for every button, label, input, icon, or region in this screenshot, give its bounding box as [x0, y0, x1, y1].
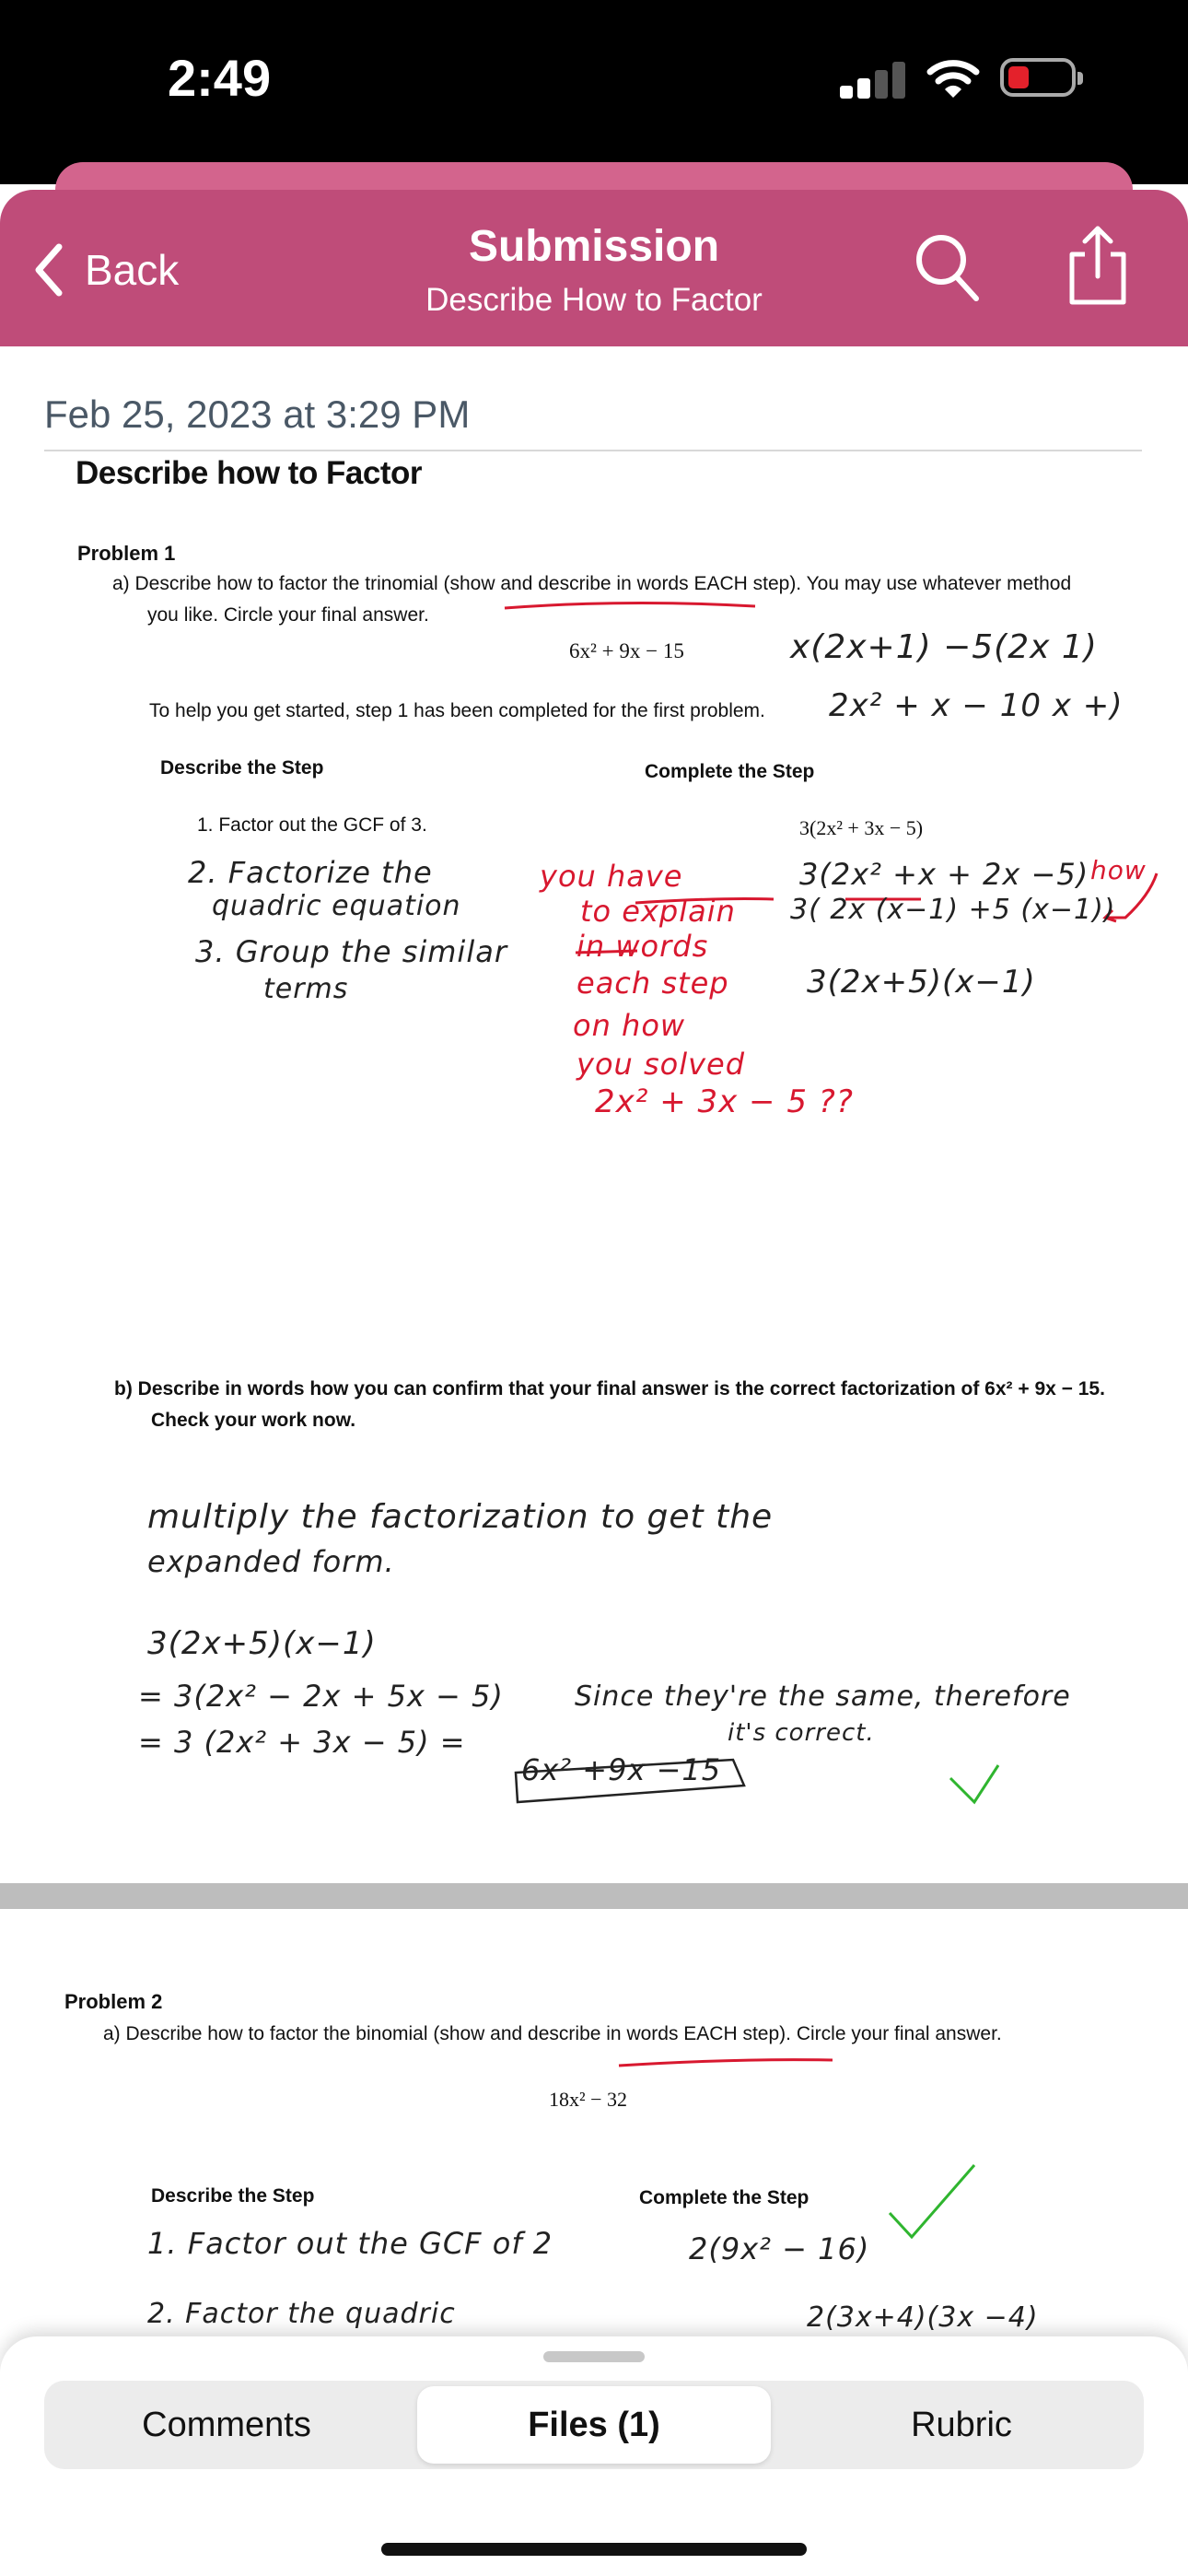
p2-col-describe-step: Describe the Step [151, 2185, 315, 2207]
problem-1b-text-2: Check your work now. [151, 1410, 356, 1431]
side-work-1: x(2x+1) −5(2x 1) [790, 628, 1098, 666]
problem-1-step-1: 1. Factor out the GCF of 3. [197, 814, 427, 836]
sheet-grabber[interactable] [543, 2351, 645, 2362]
step-2-text-1: 2. Factorize the [188, 855, 433, 890]
teacher-comment-how: how [1090, 855, 1147, 885]
status-bar [0, 0, 1188, 184]
wifi-icon [926, 57, 980, 100]
p2-step-1: 1. Factor out the GCF of 2 [147, 2226, 553, 2261]
problem-1-step-1-result: 3(2x² + 3x − 5) [799, 816, 924, 839]
nav-header [0, 190, 1188, 346]
col-complete-step: Complete the Step [645, 761, 815, 782]
problem-1a-text-1: a) Describe how to factor the trinomial (show and describe in words EACH step). You may use whatever method [112, 573, 1072, 594]
problem-2-expression: 18x² − 32 [549, 2088, 628, 2111]
page-subtitle: Describe How to Factor [425, 282, 763, 318]
search-icon[interactable] [912, 230, 982, 304]
step-3-text-2: terms [263, 973, 349, 1005]
p2-step-2-result: 2(3x+4)(3x −4) [807, 2301, 1039, 2334]
teacher-comment-3: in words [577, 929, 709, 964]
segmented-tabs [44, 2381, 1144, 2469]
signal-icon [840, 60, 904, 99]
side-work-2: 2x² + x − 10 x +) [829, 687, 1124, 724]
problem-1b-text-1: b) Describe in words how you can confirm that your final answer is the correct factorization of 6x² + 9x − 15. [114, 1378, 1105, 1399]
step-2-work-1: 3(2x² +x + 2x −5) [799, 857, 1089, 892]
teacher-comment-5: on how [573, 1008, 686, 1043]
share-icon[interactable] [1065, 223, 1131, 308]
part-b-note-1: Since they're the same, therefore [575, 1680, 1071, 1713]
step-2-work-2: 3( 2x (x−1) +5 (x−1)) [790, 894, 1116, 926]
tab-files[interactable]: Files (1) [417, 2386, 771, 2464]
p2-step-1-result: 2(9x² − 16) [689, 2231, 870, 2266]
teacher-comment-6: you solved [577, 1047, 746, 1082]
submission-document[interactable] [0, 346, 1188, 2465]
teacher-comment-2: to explain [580, 894, 736, 929]
problem-2a-text: a) Describe how to factor the binomial (show and describe in words EACH step). Circle your final answer. [103, 2023, 1002, 2044]
step-3-text-1: 3. Group the similar [195, 934, 507, 969]
page-title: Submission [468, 222, 720, 271]
checkmark-icon [890, 2165, 974, 2237]
document-title: Describe how to Factor [76, 455, 423, 491]
part-b-work-3: = 3 (2x² + 3x − 5) = [138, 1725, 466, 1760]
problem-2-heading: Problem 2 [64, 1990, 163, 2013]
problem-1-heading: Problem 1 [77, 542, 176, 565]
part-b-work-1: 3(2x+5)(x−1) [147, 1625, 377, 1662]
page-break [0, 1883, 1188, 1909]
checkmark-icon [950, 1765, 998, 1802]
part-b-answer-1: multiply the factorization to get the [147, 1498, 774, 1536]
bottom-sheet [0, 2336, 1188, 2576]
col-describe-step: Describe the Step [160, 757, 324, 779]
problem-1-help: To help you get started, step 1 has been completed for the first problem. [149, 700, 765, 721]
teacher-comment-1: you have [540, 859, 683, 894]
part-b-boxed-result: 6x² +9x −15 [521, 1752, 722, 1787]
part-b-answer-2: expanded form. [147, 1544, 395, 1579]
submission-date: Feb 25, 2023 at 3:29 PM [44, 392, 471, 436]
p2-step-2: 2. Factor the quadric [147, 2298, 456, 2330]
back-label: Back [85, 246, 180, 294]
part-b-note-2: it's correct. [728, 1719, 875, 1747]
problem-1a-text-2: you like. Circle your final answer. [147, 604, 429, 626]
part-b-work-2: = 3(2x² − 2x + 5x − 5) [138, 1679, 504, 1714]
battery-icon [1000, 58, 1076, 97]
tab-rubric[interactable]: Rubric [911, 2405, 1012, 2444]
home-indicator [381, 2543, 807, 2556]
problem-1-expression: 6x² + 9x − 15 [569, 639, 684, 662]
teacher-comment-4: each step [577, 966, 729, 1001]
teacher-comment-7: 2x² + 3x − 5 ?? [595, 1083, 854, 1120]
p2-col-complete-step: Complete the Step [639, 2187, 809, 2208]
step-2-text-2: quadric equation [212, 890, 461, 922]
step-3-work: 3(2x+5)(x−1) [807, 964, 1036, 1001]
tab-comments[interactable]: Comments [142, 2405, 311, 2444]
status-time: 2:49 [168, 49, 272, 107]
